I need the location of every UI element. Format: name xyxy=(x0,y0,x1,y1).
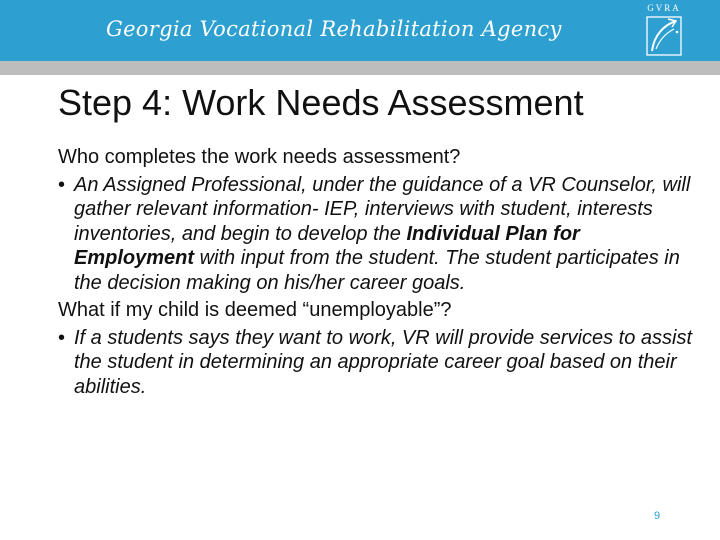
bullet-icon: • xyxy=(58,173,66,196)
header-stripe xyxy=(0,61,720,75)
answer-1 xyxy=(58,173,698,296)
page-number: 9 xyxy=(654,510,661,522)
logo-emblem-icon xyxy=(644,15,684,57)
agency-name: Georgia Vocational Rehabilitation Agency xyxy=(106,17,562,41)
question-1: Who completes the work needs assessment? xyxy=(58,146,461,168)
slide-content xyxy=(58,145,698,402)
answer-1-text-end: with input from the student. The student participates in the decision making on his/her career goals. xyxy=(74,247,680,294)
answer-2 xyxy=(58,326,698,400)
header-banner xyxy=(0,0,720,61)
answer-1-bold-term: Individual Plan for Employment xyxy=(74,222,580,269)
slide-title: Step 4: Work Needs Assessment xyxy=(58,82,584,123)
question-2: What if my child is deemed “unemployable”? xyxy=(58,299,452,321)
gvra-logo xyxy=(640,3,688,59)
answer-1-text-start: An Assigned Professional, under the guidance of a VR Counselor, will gather relevant information- IEP, interviews with student, interests inventories, and begin to develop the xyxy=(74,173,691,245)
answer-2-text: If a students says they want to work, VR will provide services to assist the student in determining an appropriate career goal based on their abilities. xyxy=(74,326,693,398)
logo-text: GVRA xyxy=(647,3,681,13)
bullet-icon: • xyxy=(58,326,66,349)
